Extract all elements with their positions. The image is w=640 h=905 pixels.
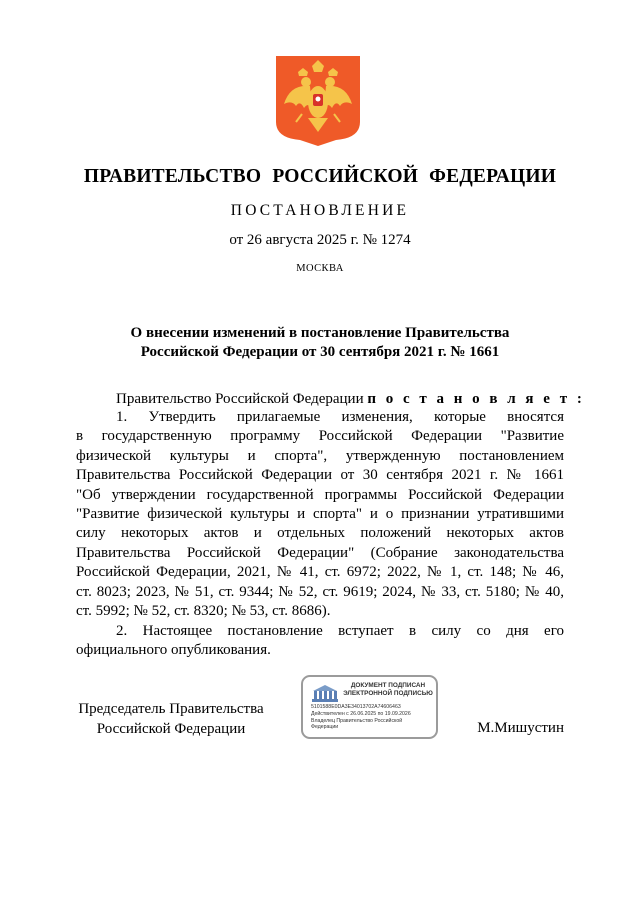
paragraph-1 [76, 408, 564, 621]
paragraph-line: в государственную программу Российской Федерации "Развитие [76, 428, 564, 445]
paragraph-line: Правительства Российской Федерации" (Собрание законодательства [76, 544, 564, 561]
coat-of-arms-emblem [276, 56, 360, 146]
stamp-heading-line: ЭЛЕКТРОННОЙ ПОДПИСЬЮ [343, 690, 433, 697]
paragraph-2 [76, 622, 564, 661]
paragraph-line: 2. Настоящее постановление вступает в силу со дня его [116, 623, 564, 639]
paragraph-line: "Об утверждении государственной программы Российской Федерации [76, 486, 564, 503]
intro-text: Правительство Российской Федерации [116, 391, 368, 407]
intro-keyword: п о с т а н о в л я е т : [367, 391, 585, 407]
paragraph-line: Российской Федерации, 2021, № 41, ст. 6972; 2022, № 1, ст. 148; № 46, [76, 564, 564, 581]
certificate-owner: Владелец Правительство Российской [311, 718, 403, 724]
decree-subject [100, 324, 540, 362]
paragraph-line: ст. 5992; № 52, ст. 8320; № 53, ст. 8686). [76, 602, 331, 619]
intro-paragraph [76, 390, 585, 409]
electronic-signature-stamp [301, 675, 438, 739]
paragraph-line: "Развитие физической культуры и спорта" и о признании утратившими [76, 505, 564, 522]
certificate-serial: 5101588E0DA3E34013702A74606463 [311, 704, 401, 710]
position-line: Председатель Правительства [78, 701, 264, 717]
government-building-icon [311, 684, 339, 704]
document-type: ПОСТАНОВЛЕНИЕ [230, 202, 410, 219]
subject-line: О внесении изменений в постановление Правительства [130, 325, 510, 341]
paragraph-line: Правительства Российской Федерации от 30 сентября 2021 г. № 1661 [76, 467, 564, 484]
paragraph-line: физической культуры и спорта", утвержденную постановлением [76, 447, 564, 464]
stamp-heading [341, 682, 435, 698]
subject-line: Российской Федерации от 30 сентября 2021 г. № 1661 [140, 344, 500, 360]
certificate-owner: Федерации [311, 724, 339, 730]
government-title: ПРАВИТЕЛЬСТВО РОССИЙСКОЙ ФЕДЕРАЦИИ [83, 166, 557, 187]
signatory-name: М.Мишустин [477, 720, 564, 736]
issue-city: МОСКВА [296, 263, 344, 274]
decree-date-number: от 26 августа 2025 г. № 1274 [229, 232, 411, 248]
paragraph-line: ст. 8023; 2023, № 51, ст. 9344; № 52, ст. 9619; 2024, № 33, ст. 5180; № 40, [76, 583, 564, 600]
signatory-position [76, 700, 266, 739]
paragraph-line: силу некоторых актов и отдельных положений некоторых актов [76, 525, 564, 542]
paragraph-line: официального опубликования. [76, 642, 271, 659]
certificate-validity: Действителен с 26.06.2025 по 19.09.2026 [311, 711, 411, 717]
stamp-heading-line: ДОКУМЕНТ ПОДПИСАН [350, 682, 426, 689]
position-line: Российской Федерации [96, 720, 246, 737]
paragraph-line: 1. Утвердить прилагаемые изменения, которые вносятся [116, 409, 564, 425]
